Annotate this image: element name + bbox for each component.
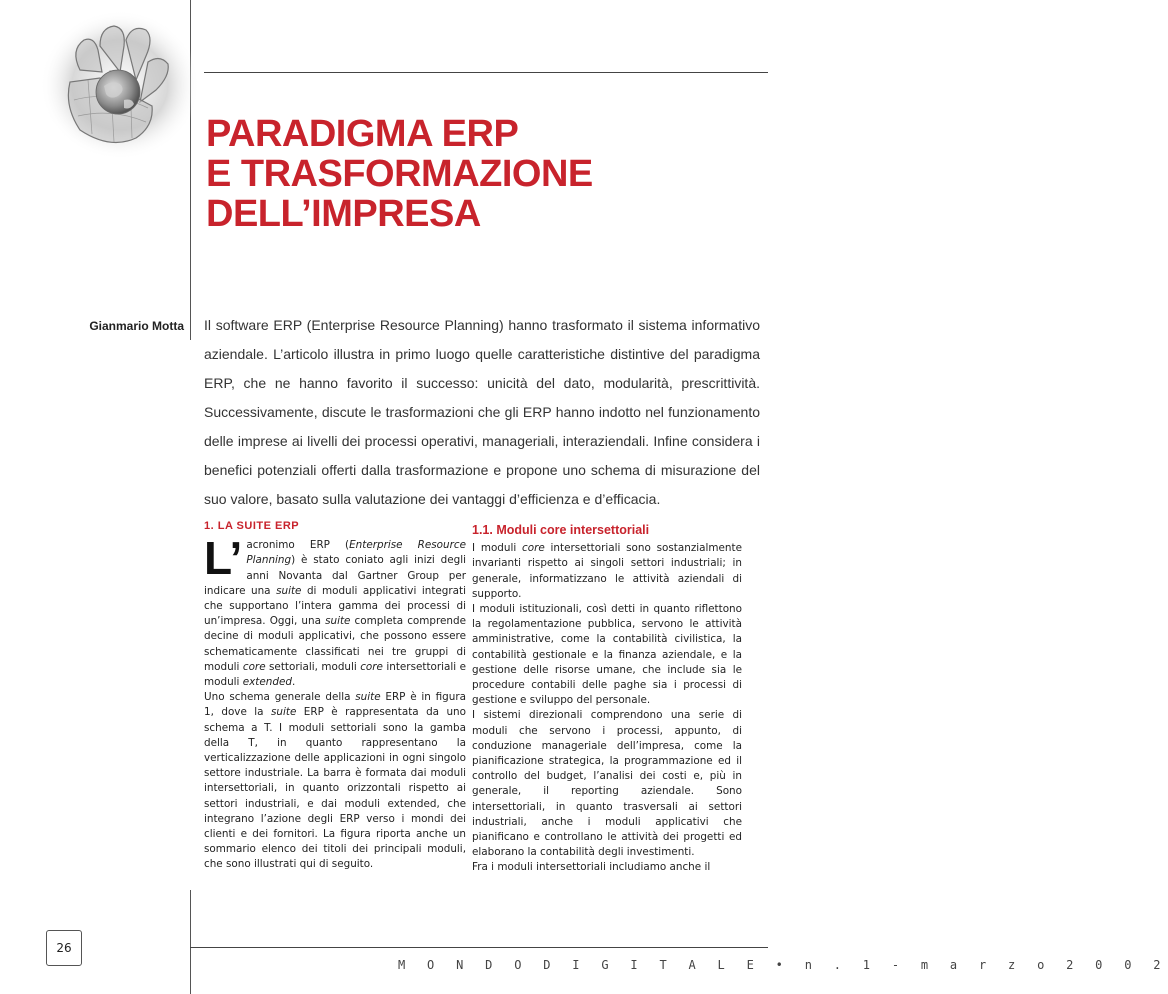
italic-run: core bbox=[242, 660, 266, 673]
text-run: di moduli applicativi integrati che supportano l’intera gamma dei processi di un’impresa. Oggi, una bbox=[204, 584, 467, 628]
subsection-heading-1-1: 1.1. Moduli core intersettoriali bbox=[472, 523, 650, 537]
text-run: ERP è in figura 1, dove la bbox=[204, 691, 467, 719]
text-run: I moduli bbox=[472, 542, 523, 555]
right-paragraph-2: I moduli istituzionali, così detti in quanto riflettono la regolamentazione pubblica, servono le attività amministrative, come la contabilità civilistica, la contabilità gestionale e la finanza aziendale, e la gestione delle risorse umane, che include sia le procedure contabili delle paghe sia i processi di gestione e sviluppo del personale. bbox=[472, 603, 742, 707]
left-paragraph-1 bbox=[204, 532, 467, 690]
title-line-1: PARADIGMA ERP bbox=[206, 113, 519, 155]
italic-run: suite bbox=[355, 691, 381, 704]
article-title bbox=[206, 114, 746, 234]
italic-run: extended bbox=[242, 676, 292, 689]
text-run: acronimo ERP ( bbox=[246, 539, 350, 552]
italic-run: core bbox=[360, 660, 383, 673]
italic-run: Enterprise Resource Planning bbox=[246, 539, 466, 567]
drop-cap: L’ bbox=[204, 532, 243, 585]
right-paragraph-1 bbox=[472, 541, 742, 602]
page-number: 26 bbox=[46, 930, 82, 966]
text-run: intersettoriali e moduli bbox=[204, 660, 466, 689]
right-paragraph-3: I sistemi direzionali comprendono una serie di moduli che servono i processi, appunto, di conduzione manageriale dell’impresa, come la pianificazione strategica, la programmazione ed il controllo del budget, l’analisi dei costi e, più in generale, il reporting aziendale. Sono intersettoriali, in quanto trasversali ai settori industriali, anche i moduli applicativi che pianificano e controllano le attività dei progetti ed elaborano la contabilità degli investimenti. bbox=[472, 709, 742, 859]
text-run: ERP è rappresentata da uno schema a T. I moduli settoriali sono la gamba della T, in quanto rappresentano la verticalizzazione delle applicazioni in ogni singolo settore industriale. La barra è formata dai moduli intersettoriali, in quanto orizzontali rispetto ai settori industriali, e dai moduli extended, che integrano l’azione degli ERP verso i mondi dei clienti e dei fornitori. La figura riporta anche un sommario elenco dei titoli dei principali moduli, che sono illustrati qui di seguito. bbox=[204, 706, 466, 871]
left-paragraph-2 bbox=[204, 690, 466, 872]
right-paragraph-4: Fra i moduli intersettoriali includiamo anche il bbox=[472, 861, 711, 874]
title-line-3: DELL’IMPRESA bbox=[206, 193, 481, 235]
text-run: completa comprende decine di moduli applicativi, che possono essere schematicamente classificati nei tre gruppi di moduli bbox=[204, 615, 466, 673]
italic-run: suite bbox=[325, 615, 351, 628]
italic-run: suite bbox=[276, 584, 302, 597]
title-line-2: E TRASFORMAZIONE bbox=[206, 153, 593, 195]
text-run: . bbox=[291, 676, 296, 689]
italic-run: suite bbox=[270, 706, 297, 719]
text-run: Uno schema generale della bbox=[204, 691, 356, 704]
italic-run: core bbox=[522, 542, 545, 555]
right-column bbox=[472, 523, 742, 876]
horizontal-rule-bottom bbox=[190, 947, 768, 948]
text-run: settoriali, moduli bbox=[265, 660, 361, 673]
author-name: Gianmario Motta bbox=[89, 319, 184, 333]
hand-holding-globe-illustration bbox=[40, 10, 200, 160]
left-column bbox=[204, 519, 466, 873]
text-run: ) è stato coniato agli inizi degli anni Novanta dal Gartner Group per indicare una bbox=[204, 554, 466, 597]
text-run: intersettoriali sono sostanzialmente invarianti rispetto ai singoli settori industriali; in generale, informatizzano le attività aziendali di supporto. bbox=[472, 542, 742, 600]
horizontal-rule-top bbox=[204, 72, 768, 73]
section-heading-1: 1. LA SUITE ERP bbox=[204, 520, 300, 532]
article-abstract: Il software ERP (Enterprise Resource Planning) hanno trasformato il sistema informativo aziendale. L’articolo illustra in primo luogo quelle caratteristiche distintive del paradigma ERP, che ne hanno favorito il successo: unicità del dato, modularità, prescrittività. Successivamente, discute le trasformazioni che gli ERP hanno indotto nel funzionamento delle imprese ai livelli dei processi operativi, manageriali, interaziendali. Infine considera i benefici potenziali offerti dalla trasformazione e propone uno schema di misurazione del suo valore, basato sulla valutazione dei vantaggi d’efficienza e d’efficacia. bbox=[204, 317, 760, 507]
vertical-rule-bottom bbox=[190, 890, 191, 994]
journal-footer: M O N D O D I G I T A L E • n . 1 - m a r z o 2 0 0 2 bbox=[398, 958, 1168, 972]
